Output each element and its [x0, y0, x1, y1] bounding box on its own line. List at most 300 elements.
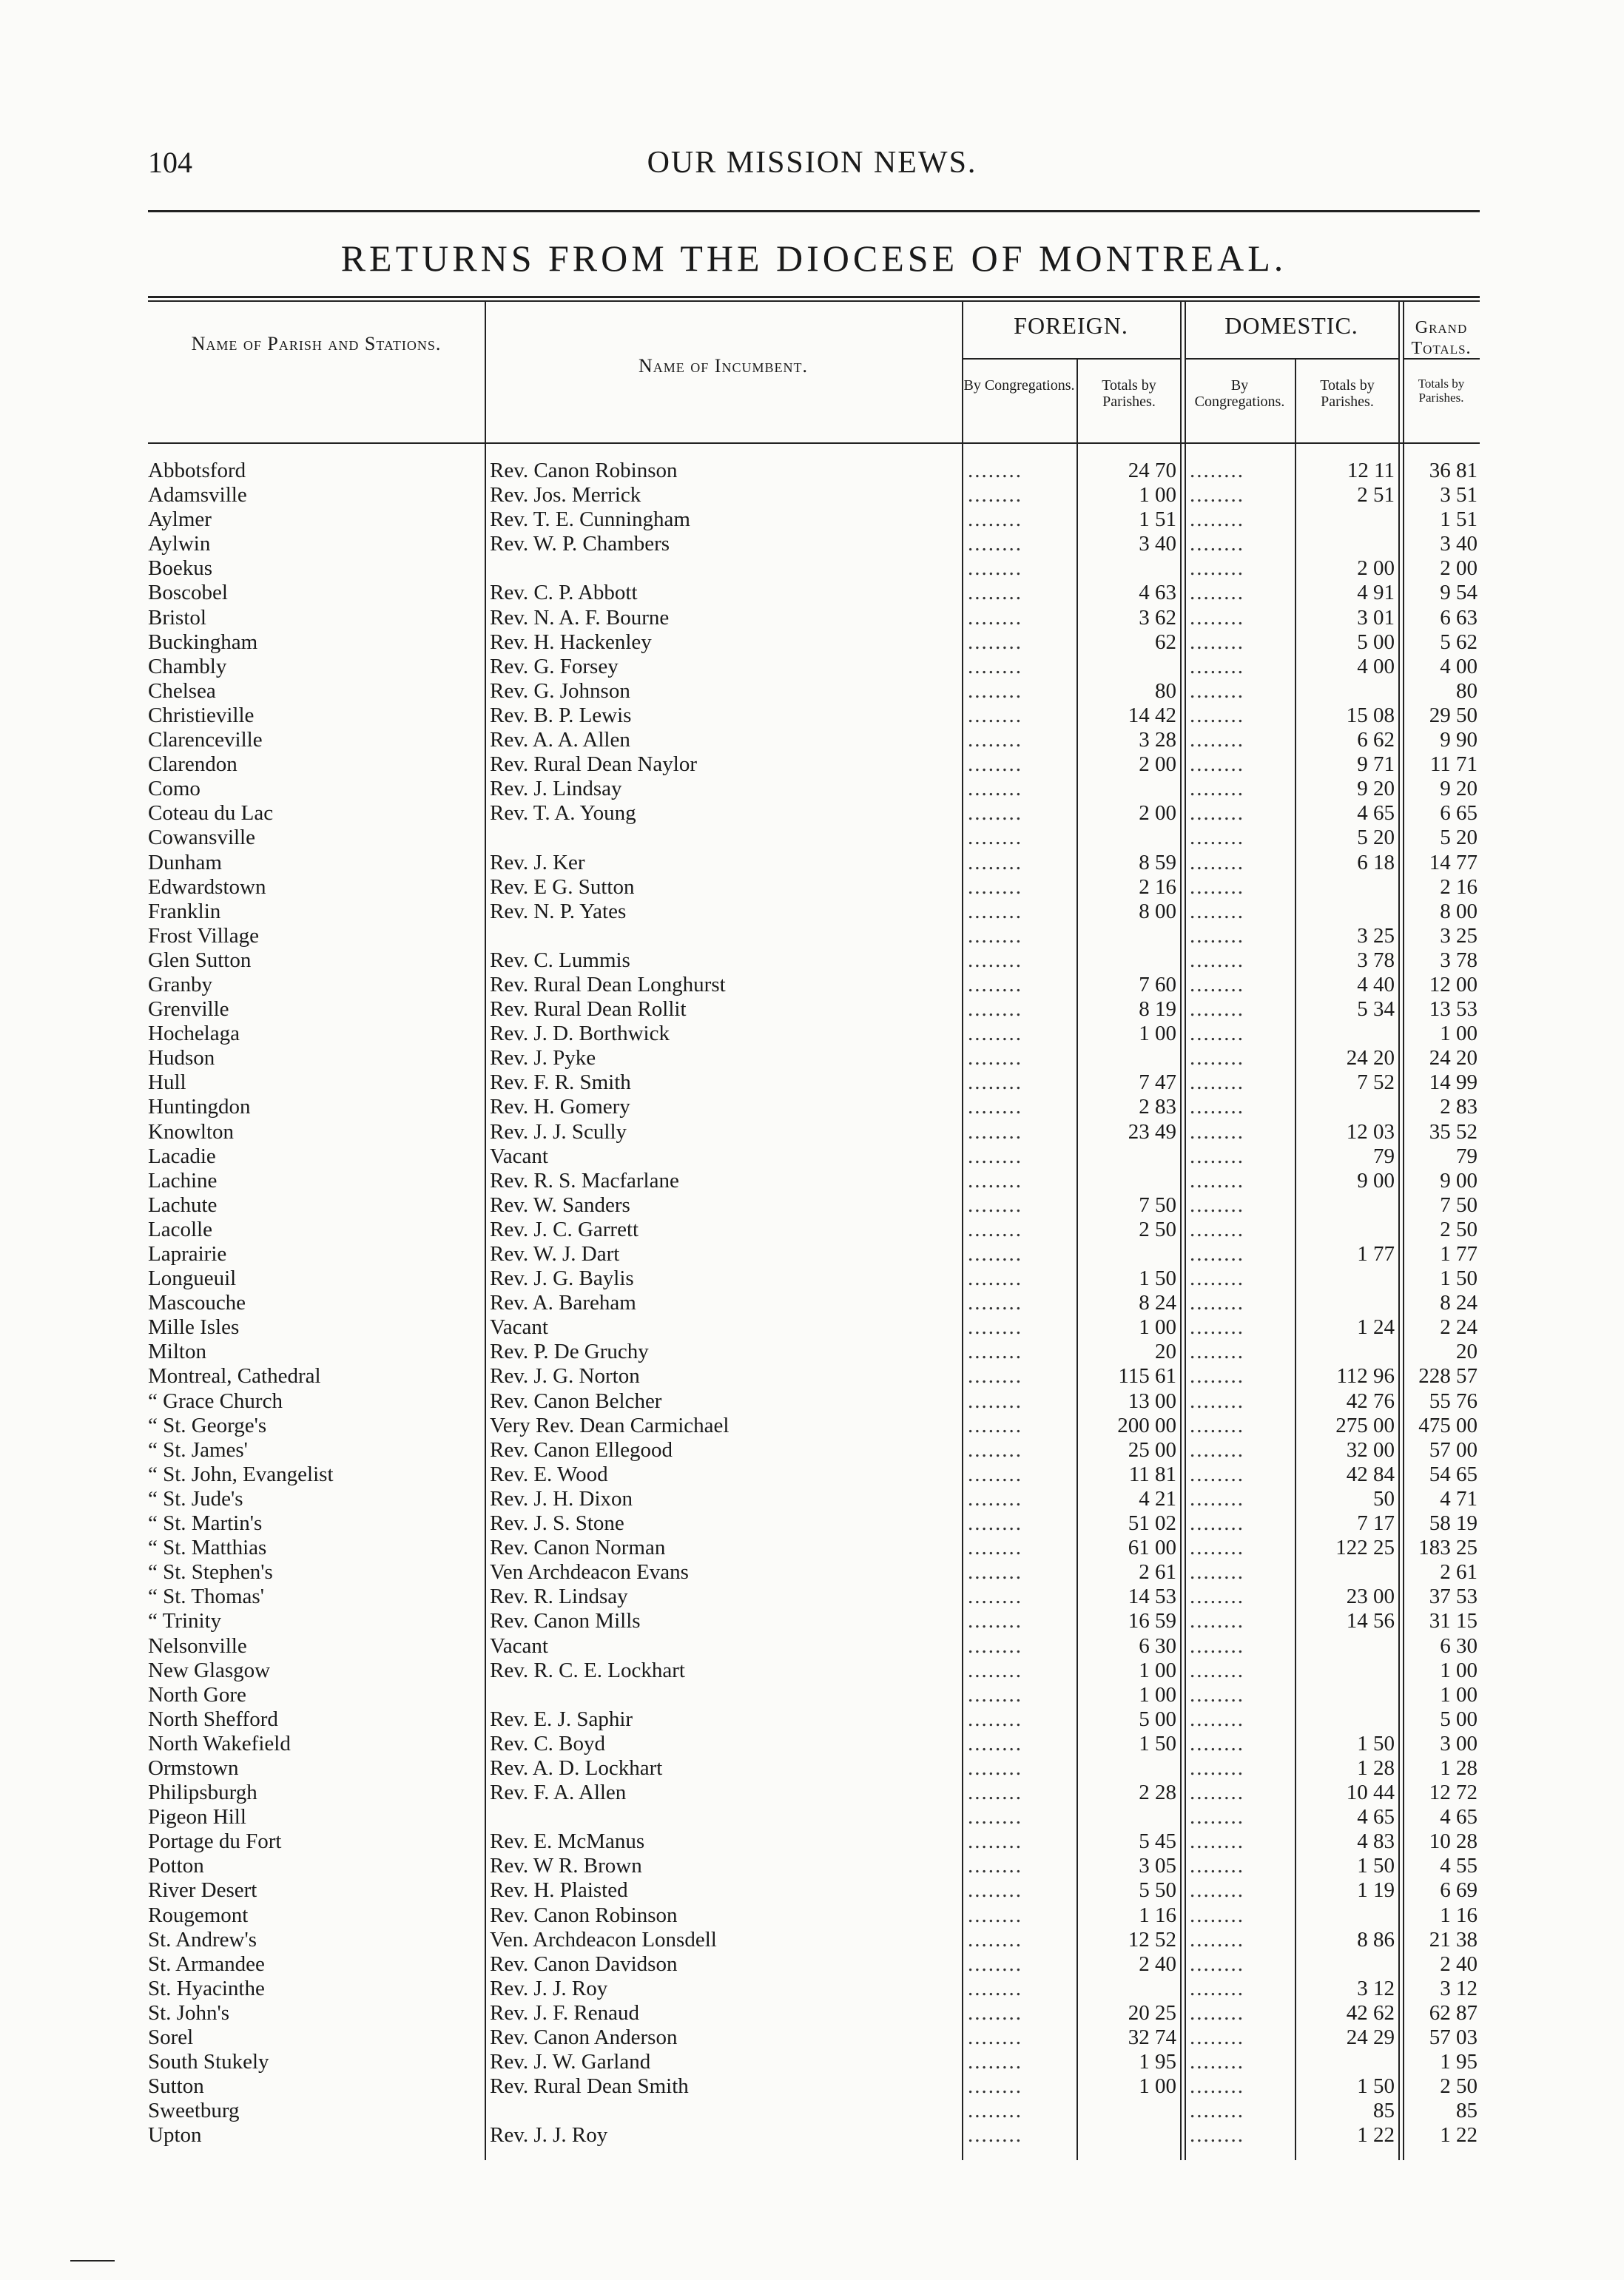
leader-dots: ........ [968, 1707, 1022, 1731]
domestic-total: 85 [1373, 2099, 1395, 2123]
foreign-total: 51 02 [1128, 1511, 1176, 1536]
header-grand-totals-by-parishes: Totals by Parishes. [1418, 377, 1465, 405]
grand-total: 3 40 [1440, 532, 1478, 556]
leader-dots: ........ [1190, 1609, 1244, 1633]
foreign-total: 61 00 [1128, 1536, 1176, 1560]
foreign-total: 2 28 [1139, 1781, 1176, 1805]
incumbent-name: Rev. T. E. Cunningham [490, 507, 690, 532]
parish-name: “ St. George's [148, 1413, 267, 1437]
leader-dots: ........ [1190, 654, 1244, 678]
foreign-total: 20 [1155, 1340, 1176, 1364]
parish-name: St. John's [148, 2000, 229, 2025]
incumbent-name: Rev. J. J. Roy [490, 1976, 608, 2000]
grand-total: 5 20 [1440, 826, 1478, 850]
parish-name: “ St. Martin's [148, 1511, 263, 1536]
parish-name: Bristol [148, 605, 206, 630]
parish-name: Coteau du Lac [148, 801, 274, 826]
domestic-total: 15 08 [1346, 703, 1395, 727]
grand-total: 3 51 [1440, 483, 1478, 507]
table-row [148, 1903, 1480, 1928]
leader-dots: ........ [968, 1144, 1022, 1168]
table-row [148, 997, 1480, 1022]
grand-total: 228 57 [1418, 1364, 1478, 1389]
table-row [148, 1463, 1480, 1487]
parish-name: “ St. John, Evangelist [148, 1462, 334, 1486]
domestic-total: 7 17 [1357, 1511, 1395, 1536]
leader-dots: ........ [968, 1413, 1022, 1437]
table-row [148, 655, 1480, 679]
leader-dots: ........ [968, 2074, 1022, 2099]
parish-name: Boekus [148, 556, 212, 581]
domestic-total: 1 77 [1357, 1242, 1395, 1266]
domestic-total: 5 20 [1357, 826, 1395, 850]
parish-name: Aylwin [148, 532, 211, 556]
leader-dots: ........ [968, 777, 1022, 801]
table-row [148, 2099, 1480, 2123]
domestic-total: 1 28 [1357, 1755, 1395, 1780]
parish-name: Rougemont [148, 1903, 249, 1927]
leader-dots: ........ [968, 678, 1022, 703]
parish-name: Hudson [148, 1046, 215, 1070]
foreign-total: 8 24 [1139, 1291, 1176, 1315]
parish-name: River Desert [148, 1878, 257, 1903]
leader-dots: ........ [968, 1095, 1022, 1119]
table-row [148, 704, 1480, 728]
grand-total: 10 28 [1429, 1829, 1478, 1854]
parish-name: Adamsville [148, 483, 247, 507]
parish-name: Mascouche [148, 1291, 246, 1315]
parish-name: St. Hyacinthe [148, 1976, 265, 2000]
incumbent-name: Rev. Canon Ellegood [490, 1437, 673, 1462]
table-top-rule [148, 296, 1480, 298]
leader-dots: ........ [968, 801, 1022, 826]
leader-dots: ........ [1190, 1340, 1244, 1364]
foreign-total: 62 [1155, 630, 1176, 654]
domestic-total: 4 00 [1357, 654, 1395, 678]
grand-total: 3 00 [1440, 1731, 1478, 1755]
header-domestic-by-congregations: By Congregations. [1194, 377, 1285, 410]
leader-dots: ........ [1190, 2026, 1244, 2049]
parish-name: Milton [148, 1340, 206, 1364]
grand-total: 57 00 [1429, 1437, 1478, 1462]
table-row [148, 1095, 1480, 1119]
incumbent-name: Rev. A. Bareham [490, 1291, 636, 1315]
header-rule [148, 210, 1480, 212]
incumbent-name: Rev. Canon Belcher [490, 1389, 662, 1413]
leader-dots: ........ [968, 1633, 1022, 1658]
grand-total: 1 22 [1440, 2123, 1478, 2148]
leader-dots: ........ [1190, 801, 1244, 826]
leader-dots: ........ [1190, 1536, 1244, 1560]
foreign-total: 2 40 [1139, 1952, 1176, 1976]
grand-total: 2 50 [1440, 1217, 1478, 1241]
leader-dots: ........ [968, 1511, 1022, 1536]
leader-dots: ........ [968, 605, 1022, 630]
domestic-total: 2 51 [1357, 483, 1395, 507]
incumbent-name: Rev. J. J. Scully [490, 1119, 627, 1144]
incumbent-name: Rev. J. S. Stone [490, 1511, 624, 1536]
foreign-total: 3 28 [1139, 728, 1176, 752]
table-row [148, 1340, 1480, 1364]
domestic-total: 9 00 [1357, 1168, 1395, 1193]
incumbent-name: Rev. C. P. Abbott [490, 581, 638, 605]
table-row [148, 924, 1480, 948]
leader-dots: ........ [968, 556, 1022, 581]
leader-dots: ........ [968, 1242, 1022, 1266]
parish-name: North Shefford [148, 1707, 278, 1731]
foreign-total: 5 50 [1139, 1878, 1176, 1903]
table-row [148, 459, 1480, 483]
foreign-total: 6 30 [1139, 1633, 1176, 1658]
header-domestic-totals-by-parishes: Totals by Parishes. [1320, 377, 1375, 410]
leader-dots: ........ [1190, 1022, 1244, 1046]
leader-dots: ........ [968, 1755, 1022, 1780]
parish-name: “ St. Matthias [148, 1536, 267, 1560]
incumbent-name: Rev. Rural Dean Smith [490, 2074, 689, 2099]
domestic-total: 32 00 [1346, 1437, 1395, 1462]
foreign-total: 2 00 [1139, 801, 1176, 826]
leader-dots: ........ [1190, 1633, 1244, 1658]
leader-dots: ........ [1190, 1903, 1244, 1927]
leader-dots: ........ [968, 507, 1022, 532]
domestic-total: 42 62 [1346, 2000, 1395, 2025]
leader-dots: ........ [968, 654, 1022, 678]
domestic-total: 3 25 [1357, 923, 1395, 948]
incumbent-name: Rev. W. P. Chambers [490, 532, 670, 556]
table-row [148, 1070, 1480, 1095]
header-domestic: DOMESTIC. [1224, 312, 1358, 339]
leader-dots: ........ [968, 1829, 1022, 1854]
leader-dots: ........ [1190, 1731, 1244, 1755]
incumbent-name: Rev. E G. Sutton [490, 874, 635, 899]
leader-dots: ........ [968, 1046, 1022, 1070]
grand-total: 2 61 [1440, 1560, 1478, 1585]
leader-dots: ........ [968, 1291, 1022, 1315]
grand-total: 183 25 [1418, 1536, 1478, 1560]
foreign-total: 7 47 [1139, 1070, 1176, 1095]
leader-dots: ........ [968, 483, 1022, 507]
foreign-total: 200 00 [1117, 1413, 1176, 1437]
grand-total: 1 00 [1440, 1022, 1478, 1046]
table-row [148, 1438, 1480, 1463]
foreign-total: 8 59 [1139, 850, 1176, 874]
leader-dots: ........ [1190, 1854, 1244, 1878]
table-row [148, 1634, 1480, 1659]
incumbent-name: Rev. Canon Davidson [490, 1952, 678, 1976]
foreign-total: 2 83 [1139, 1095, 1176, 1119]
leader-dots: ........ [1190, 532, 1244, 556]
table-row [148, 1732, 1480, 1756]
incumbent-name: Rev. W R. Brown [490, 1854, 642, 1878]
leader-dots: ........ [1190, 1755, 1244, 1780]
leader-dots: ........ [1190, 703, 1244, 727]
leader-dots: ........ [968, 948, 1022, 972]
domestic-total: 112 96 [1336, 1364, 1395, 1389]
table-row [148, 1854, 1480, 1878]
leader-dots: ........ [1190, 1046, 1244, 1070]
domestic-total: 14 56 [1346, 1609, 1395, 1633]
foreign-total: 32 74 [1128, 2026, 1176, 2049]
leader-dots: ........ [968, 1952, 1022, 1976]
leader-dots: ........ [968, 1340, 1022, 1364]
incumbent-name: Rev. J. G. Norton [490, 1364, 640, 1389]
table-row [148, 1977, 1480, 2001]
table-row [148, 630, 1480, 655]
table-top-rule-2 [148, 300, 1480, 302]
incumbent-name: Rev. Rural Dean Naylor [490, 752, 697, 777]
leader-dots: ........ [968, 997, 1022, 1022]
foreign-total: 1 00 [1139, 1022, 1176, 1046]
table-row [148, 532, 1480, 556]
table-row [148, 801, 1480, 826]
incumbent-name: Ven. Archdeacon Lonsdell [490, 1927, 717, 1952]
leader-dots: ........ [1190, 2123, 1244, 2148]
leader-dots: ........ [1190, 1976, 1244, 2000]
grand-total: 80 [1456, 678, 1478, 703]
foreign-total: 8 19 [1139, 997, 1176, 1022]
leader-dots: ........ [968, 1609, 1022, 1633]
leader-dots: ........ [968, 1536, 1022, 1560]
incumbent-name: Rev. N. P. Yates [490, 899, 627, 923]
foreign-total: 1 50 [1139, 1731, 1176, 1755]
table-row [148, 1144, 1480, 1169]
leader-dots: ........ [1190, 2074, 1244, 2099]
table-row [148, 1364, 1480, 1389]
parish-name: Grenville [148, 997, 229, 1022]
parish-name: Cowansville [148, 826, 255, 850]
leader-dots: ........ [1190, 1462, 1244, 1486]
incumbent-name: Rev. J. Ker [490, 850, 585, 874]
parish-name: St. Armandee [148, 1952, 265, 1976]
grand-total: 4 65 [1440, 1805, 1478, 1829]
grand-total: 20 [1456, 1340, 1478, 1364]
foreign-total: 1 00 [1139, 1682, 1176, 1707]
leader-dots: ........ [968, 459, 1022, 482]
table-row [148, 1952, 1480, 1977]
header-grand-totals: Grand Totals. [1411, 318, 1472, 358]
parish-name: Clarendon [148, 752, 237, 777]
domestic-total: 12 03 [1346, 1119, 1395, 1144]
table-row [148, 507, 1480, 532]
table-row [148, 752, 1480, 777]
foreign-total: 7 50 [1139, 1193, 1176, 1217]
foreign-total: 4 21 [1139, 1486, 1176, 1511]
leader-dots: ........ [1190, 1560, 1244, 1585]
table-row [148, 1487, 1480, 1511]
leader-dots: ........ [968, 752, 1022, 777]
parish-name: Lachine [148, 1168, 218, 1193]
leader-dots: ........ [1190, 581, 1244, 605]
incumbent-name: Vacant [490, 1144, 548, 1168]
leader-dots: ........ [968, 1070, 1022, 1095]
domestic-total: 275 00 [1335, 1413, 1395, 1437]
parish-name: Dunham [148, 850, 222, 874]
incumbent-name: Rev. W. J. Dart [490, 1242, 620, 1266]
leader-dots: ........ [1190, 1927, 1244, 1952]
domestic-total: 12 11 [1347, 459, 1395, 482]
leader-dots: ........ [968, 850, 1022, 874]
foreign-total: 12 52 [1128, 1927, 1176, 1952]
incumbent-name: Rev. F. R. Smith [490, 1070, 631, 1095]
grand-total: 3 12 [1440, 1976, 1478, 2000]
foreign-total: 1 95 [1139, 2050, 1176, 2074]
incumbent-name: Rev. H. Gomery [490, 1095, 630, 1119]
domestic-total: 24 29 [1346, 2026, 1395, 2049]
foreign-total: 14 53 [1128, 1585, 1176, 1609]
foreign-total: 3 40 [1139, 532, 1176, 556]
parish-name: “ St. James' [148, 1437, 248, 1462]
table-row [148, 1829, 1480, 1854]
grand-total: 1 77 [1440, 1242, 1478, 1266]
leader-dots: ........ [968, 2050, 1022, 2074]
domestic-total: 3 12 [1357, 1976, 1395, 2000]
grand-total: 2 16 [1440, 874, 1478, 899]
foreign-total: 14 42 [1128, 703, 1176, 727]
returns-table [148, 296, 1480, 2160]
grand-total: 37 53 [1429, 1585, 1478, 1609]
leader-dots: ........ [1190, 997, 1244, 1022]
domestic-total: 79 [1373, 1144, 1395, 1168]
grand-total: 85 [1456, 2099, 1478, 2123]
grand-total: 8 00 [1440, 899, 1478, 923]
table-row [148, 1756, 1480, 1781]
grand-total: 21 38 [1429, 1927, 1478, 1952]
domestic-total: 1 22 [1357, 2123, 1395, 2148]
leader-dots: ........ [968, 1217, 1022, 1241]
foreign-total: 8 00 [1139, 899, 1176, 923]
table-row [148, 1683, 1480, 1707]
incumbent-name: Rev. R. S. Macfarlane [490, 1168, 679, 1193]
parish-name: Montreal, Cathedral [148, 1364, 321, 1389]
parish-name: Pigeon Hill [148, 1805, 246, 1829]
domestic-total: 50 [1373, 1486, 1395, 1511]
domestic-total: 6 62 [1357, 728, 1395, 752]
running-head: OUR MISSION NEWS. [647, 146, 977, 180]
leader-dots: ........ [1190, 752, 1244, 777]
leader-dots: ........ [1190, 1144, 1244, 1168]
table-row [148, 1315, 1480, 1340]
parish-name: “ St. Stephen's [148, 1560, 273, 1585]
leader-dots: ........ [1190, 1242, 1244, 1266]
table-row [148, 777, 1480, 801]
grand-total: 4 00 [1440, 654, 1478, 678]
table-row [148, 1169, 1480, 1193]
leader-dots: ........ [1190, 1267, 1244, 1291]
grand-total: 2 00 [1440, 556, 1478, 581]
leader-dots: ........ [968, 874, 1022, 899]
parish-name: Aylmer [148, 507, 212, 532]
foreign-total: 13 00 [1128, 1389, 1176, 1413]
domestic-total: 5 34 [1357, 997, 1395, 1022]
grand-total: 12 00 [1429, 972, 1478, 996]
table-row [148, 556, 1480, 581]
incumbent-name: Rev. C. Lummis [490, 948, 630, 972]
grand-total: 3 78 [1440, 948, 1478, 972]
incumbent-name: Rev. R. Lindsay [490, 1585, 628, 1609]
grand-total: 1 51 [1440, 507, 1478, 532]
table-row [148, 2001, 1480, 2026]
leader-dots: ........ [1190, 728, 1244, 752]
domestic-total: 8 86 [1357, 1927, 1395, 1952]
incumbent-name: Rev. J. F. Renaud [490, 2000, 640, 2025]
grand-total: 12 72 [1429, 1781, 1478, 1805]
foreign-total: 11 81 [1128, 1462, 1176, 1486]
grand-total: 58 19 [1429, 1511, 1478, 1536]
incumbent-name: Rev. F. A. Allen [490, 1781, 627, 1805]
grand-total: 14 77 [1429, 850, 1478, 874]
table-row [148, 679, 1480, 704]
leader-dots: ........ [1190, 850, 1244, 874]
incumbent-name: Rev. E. J. Saphir [490, 1707, 633, 1731]
foreign-total: 16 59 [1128, 1609, 1176, 1633]
leader-dots: ........ [968, 1119, 1022, 1144]
domestic-total: 9 71 [1357, 752, 1395, 777]
leader-dots: ........ [968, 581, 1022, 605]
leader-dots: ........ [1190, 1193, 1244, 1217]
incumbent-name: Rev. Canon Norman [490, 1536, 666, 1560]
domestic-total: 4 83 [1357, 1829, 1395, 1854]
leader-dots: ........ [1190, 459, 1244, 482]
leader-dots: ........ [968, 826, 1022, 850]
grand-total: 5 00 [1440, 1707, 1478, 1731]
leader-dots: ........ [1190, 1781, 1244, 1805]
leader-dots: ........ [968, 1854, 1022, 1878]
leader-dots: ........ [1190, 1658, 1244, 1682]
leader-dots: ........ [968, 1168, 1022, 1193]
incumbent-name: Rev. Canon Mills [490, 1609, 641, 1633]
domestic-total: 1 24 [1357, 1315, 1395, 1340]
parish-name: Chelsea [148, 678, 216, 703]
leader-dots: ........ [1190, 1585, 1244, 1609]
domestic-total: 10 44 [1346, 1781, 1395, 1805]
leader-dots: ........ [968, 1364, 1022, 1389]
table-row [148, 1511, 1480, 1536]
leader-dots: ........ [968, 2000, 1022, 2025]
foreign-total: 2 16 [1139, 874, 1176, 899]
leader-dots: ........ [1190, 1095, 1244, 1119]
table-title: RETURNS FROM THE DIOCESE OF MONTREAL. [340, 237, 1287, 279]
leader-dots: ........ [1190, 826, 1244, 850]
foreign-total: 23 49 [1128, 1119, 1176, 1144]
parish-name: South Stukely [148, 2050, 269, 2074]
domestic-total: 6 18 [1357, 850, 1395, 874]
leader-dots: ........ [1190, 1511, 1244, 1536]
leader-dots: ........ [1190, 972, 1244, 996]
grand-total: 57 03 [1429, 2026, 1478, 2049]
grand-total: 13 53 [1429, 997, 1478, 1022]
header-foreign-totals-by-parishes: Totals by Parishes. [1102, 377, 1156, 410]
table-row [148, 1560, 1480, 1585]
domestic-total: 5 00 [1357, 630, 1395, 654]
parish-name: Lacadie [148, 1144, 216, 1168]
domestic-total: 4 65 [1357, 801, 1395, 826]
domestic-total: 24 20 [1346, 1046, 1395, 1070]
incumbent-name: Rev. G. Johnson [490, 678, 630, 703]
parish-name: Chambly [148, 654, 227, 678]
parish-name: Glen Sutton [148, 948, 252, 972]
parish-name: Frost Village [148, 923, 259, 948]
page-edge-mark [70, 2260, 115, 2262]
table-row [148, 1609, 1480, 1633]
leader-dots: ........ [1190, 1389, 1244, 1413]
domestic-total: 122 25 [1335, 1536, 1395, 1560]
leader-dots: ........ [968, 1267, 1022, 1291]
grand-total: 9 00 [1440, 1168, 1478, 1193]
parish-name: Upton [148, 2123, 202, 2148]
parish-name: Sweetburg [148, 2099, 240, 2123]
grand-total: 35 52 [1429, 1119, 1478, 1144]
parish-name: Como [148, 777, 201, 801]
